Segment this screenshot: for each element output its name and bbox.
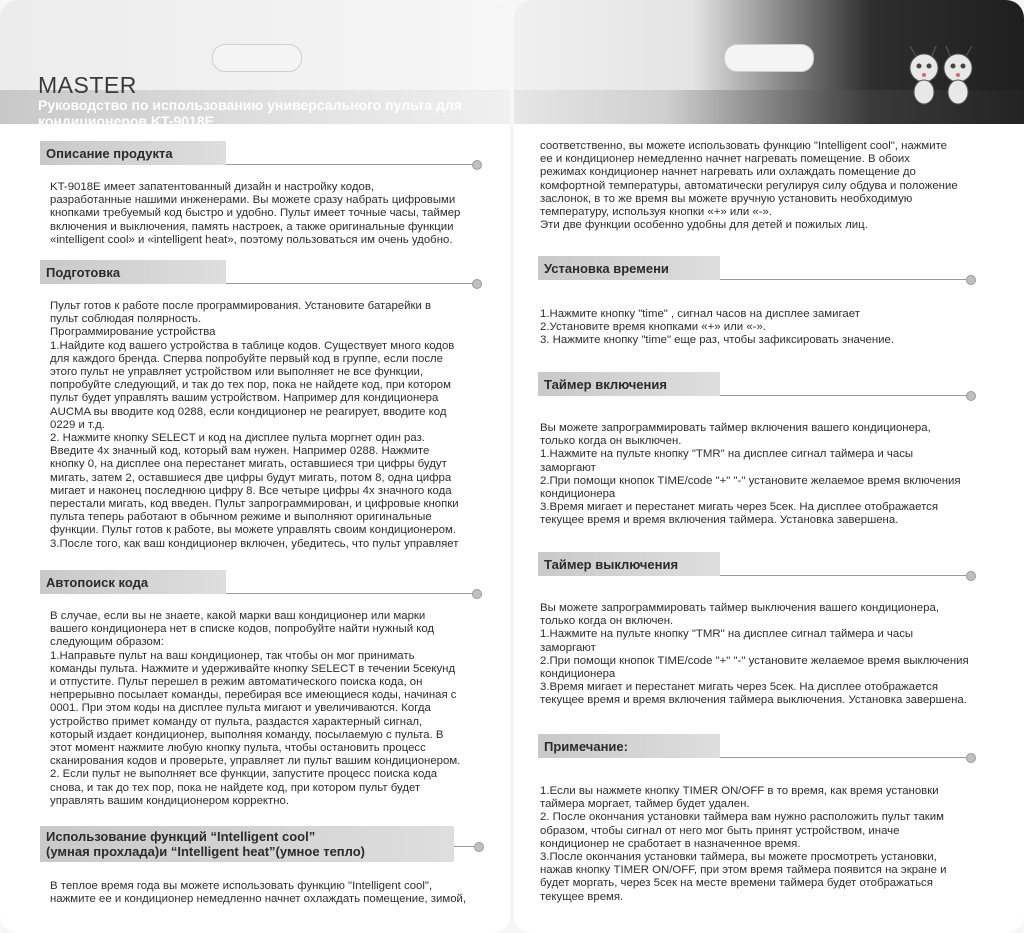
section-rule	[720, 279, 970, 280]
rule-dot	[472, 589, 482, 599]
off-timer-text: Вы можете запрограммировать таймер выключения вашего кондиционера, только когда он включен. 1.Нажмите на пульте кнопку "TMR" на дисплее сигнал таймера и часы заморгают 2.При помощи кнопок TIME/code "+" "-" установите желаемое время выключения кондиционера 3.Время мигает и перестанет мигать через 5сек. На дисплее отображается текущее время и время включения таймера выключения. Установка завершена.	[540, 602, 969, 707]
section-rule	[226, 283, 476, 284]
right-page	[514, 0, 1024, 933]
manual-subtitle: Руководство по использованию универсального пульта для кондиционеров KT-9018E	[38, 97, 462, 129]
auto-search-text: В случае, если вы не знаете, какой марки ваш кондиционер или марки вашего кондиционера нет в списке кодов, попробуйте найти нужный код следующим образом: 1.Направьте пульт на ваш кондиционер, так чтобы он мог принимать команды пульта. Нажмите и удерживайте кнопку SELECT в течении 5секунд и отпустите. Пульт перешел в режим автоматического поиска кода, он непрерывно посылает команды, перебирая все имеющиеся коды, начиная с 0001. При этом коды на дисплее пульта мигают и увеличиваются. Когда устройство примет команду от пульта, раздастся характерный сигнал, который издает кондиционер, выполняя команду, посылаемую с пульта. В этот момент нажмите любую кнопку пульта, чтобы остановить процесс сканирования кодов и проверьте, управляет ли пульт вашим кондиционером. 2. Если пульт не выполняет все функции, запустите процесс поиска кода снова, и так до тех пор, пока не найдете код, при котором пульт будет управлять вашим кондиционером корректно.	[50, 610, 461, 807]
intelligent-functions-text: В теплое время года вы можете использовать функцию "Intelligent cool", нажмите ее и кондиционер немедленно начнет охлаждать помещение, зимой,	[50, 880, 467, 906]
section-title: Примечание:	[544, 739, 628, 754]
section-title: Автопоиск кода	[46, 575, 149, 590]
rule-dot	[966, 753, 976, 763]
section-title: Таймер включения	[544, 377, 667, 392]
hanger-hole	[724, 44, 814, 72]
section-title-line: (умная прохлада)и “Intelligent heat”(умное тепло)	[46, 844, 366, 859]
rule-dot	[474, 842, 484, 852]
section-intelligent-functions	[46, 829, 365, 859]
section-rule	[226, 593, 476, 594]
cartoon-mascot-icon	[902, 42, 982, 108]
on-timer-text: Вы можете запрограммировать таймер включения вашего кондиционера, только когда он выключен. 1.Нажмите на пульте кнопку "TMR" на дисплее сигнал таймера и часы заморгают 2.При помощи кнопок TIME/code "+" "-" установите желаемое время включения кондиционера 3.Время мигает и перестанет мигать через 5сек. На дисплее отображается текущее время и время включения таймера. Установка завершена.	[540, 422, 961, 527]
preparation-text: Пульт готов к работе после программирования. Установите батарейки в пульт соблюдая полярность. Программирование устройства 1.Найдите код вашего устройства в таблице кодов. Существует много кодов для каждого бренда. Сперва попробуйте первый код в группе, если после этого пульт не управляет устройством или выполняет не все функции, попробуйте следующий, и так до тех пор, пока не найдете код, при котором пульт будет управлять вашим устройством. Например для кондиционера AUCMA вы вводите код 0288, если кондиционер не реагирует, вводите код 0229 и т.д. 2. Нажмите кнопку SELECT и код на дисплее пульта моргнет один раз. Введите 4х значный код, который вам нужен. Например 0288. Нажмите кнопку 0, на дисплее она перестанет мигать, оставшиеся три цифры будут мигать, затем 2, оставшиеся две цифры будут мигать, потом 8, одна цифра мигает и наконец последнюю цифру 8. Все четыре цифры 4х значного кода перестали мигать, код введен. Пульт запрограммирован, и цифровые кнопки пульта теперь работают в обычном режиме и выполняют оригинальные функции. Пульт готов к работе, вы можете управлять своим кондиционером. 3.После того, как ваш кондиционер включен, убедитесь, что пульт управляет	[50, 300, 459, 550]
time-setting-text: 1.Нажмите кнопку "time" , сигнал часов на дисплее замигает 2.Установите время кнопками «+» или «-». 3. Нажмите кнопку "time" еще раз, чтобы зафиксировать значение.	[540, 308, 895, 347]
section-title: Таймер выключения	[544, 557, 679, 572]
section-title: Установка времени	[544, 261, 669, 276]
left-page	[0, 0, 510, 933]
intelligent-functions-continued-text: соответственно, вы можете использовать функцию "Intelligent cool", нажмите ее и кондиционер немедленно начнет нагревать помещение. В обоих режимах кондиционер начнет нагревать или охлаждать помещение до комфортной температуры, автоматически регулируя силу обдува и положение заслонок, в то же время вы можете вручную установить необходимую температуру, используя кнопки «+» или «-». Эти две функции особенно удобны для детей и пожилых лиц.	[540, 140, 958, 232]
hanger-hole	[212, 44, 302, 72]
section-title: Описание продукта	[46, 146, 173, 161]
rule-dot	[472, 160, 482, 170]
section-rule	[720, 757, 970, 758]
note-text: 1.Если вы нажмете кнопку TIMER ON/OFF в то время, как время установки таймера моргает, таймер будет удален. 2. После окончания установки таймера вам нужно расположить пульт таким образом, чтобы сигнал от него мог быть принят устройством, иначе кондиционер не сработает в назначенное время. 3.После окончания установки таймера, вы можете просмотреть установки, нажав кнопку TIMER ON/OFF, при этом время таймера появится на экране и будет моргать, через 5сек на месте времени таймера будет отображаться текущее время.	[540, 785, 947, 903]
rule-dot	[966, 275, 976, 285]
rule-dot	[966, 571, 976, 581]
rule-dot	[472, 279, 482, 289]
rule-dot	[966, 391, 976, 401]
product-description-text: KT-9018E имеет запатентованный дизайн и настройку кодов, разработанные нашими инженерами. Вы можете сразу набрать цифровыми кнопками требуемый код быстро и удобно. Пульт имеет точные часы, таймер включения и выключения, память настроек, а также оригинальные функции «intelligent cool» и «intelligent heat», поэтому пользоваться им очень удобно.	[50, 181, 461, 246]
section-rule	[720, 575, 970, 576]
section-rule	[226, 164, 476, 165]
section-title: Подготовка	[46, 265, 121, 280]
section-rule	[720, 395, 970, 396]
brand-title: MASTER	[38, 72, 137, 98]
section-title-line: Использование функций “Intelligent cool”	[46, 829, 316, 844]
